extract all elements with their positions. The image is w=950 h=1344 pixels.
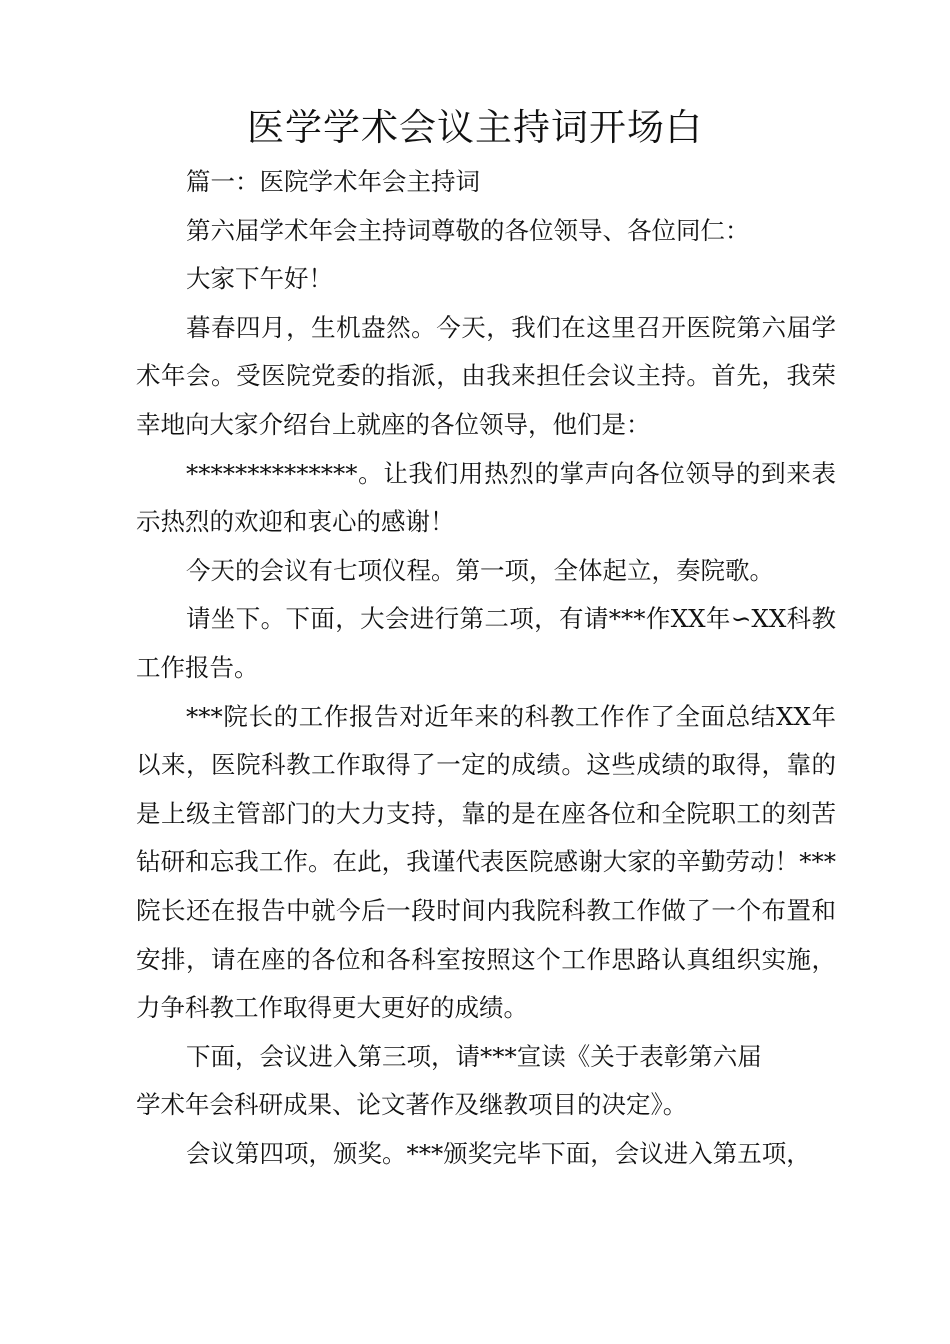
paragraph-leaders-welcome: **************。让我们用热烈的掌声向各位领导的到来表示热烈的欢迎和衷心的感谢！ — [136, 458, 836, 537]
paragraph-agenda-item-3-continued: 学术年会科研成果、论文著作及继教项目的决定》。 — [136, 1090, 688, 1120]
paragraph-agenda-item-3: 下面，会议进入第三项，请***宣读《关于表彰第六届 — [186, 1041, 762, 1071]
document-title: 医学学术会议主持词开场白 — [247, 106, 703, 149]
section-heading: 篇一：医院学术年会主持词 — [186, 167, 480, 196]
paragraph-agenda-item-4: 会议第四项，颁奖。***颁奖完毕下面，会议进入第五项， — [186, 1138, 811, 1168]
document-body — [136, 158, 836, 1178]
paragraph-agenda-item-2: 请坐下。下面，大会进行第二项，有请***作XX年∽XX科教工作报告。 — [136, 604, 836, 682]
paragraph-report-summary: ***院长的工作报告对近年来的科教工作作了全面总结XX年以来，医院科教工作取得了一定的成绩。这些成绩的取得，靠的是上级主管部门的大力支持，靠的是在座各位和全院职工的刻苦钻研和忘我工作。在此，我谨代表医院感谢大家的辛勤劳动！***院长还在报告中就今后一段时间内我院科教工作做了一个布置和安排，请在座的各位和各科室按照这个工作思路认真组织实施，力争科教工作取得更大更好的成绩。 — [136, 701, 836, 1023]
paragraph-opening: 暮春四月，生机盎然。今天，我们在这里召开医院第六届学术年会。受医院党委的指派，由我来担任会议主持。首先，我荣幸地向大家介绍台上就座的各位领导，他们是： — [136, 312, 836, 439]
paragraph-agenda-item-1: 今天的会议有七项仪程。第一项，全体起立，奏院歌。 — [186, 555, 774, 585]
paragraph-greeting: 大家下午好！ — [186, 264, 333, 294]
paragraph-speech-title: 第六届学术年会主持词尊敬的各位领导、各位同仁： — [186, 215, 750, 245]
